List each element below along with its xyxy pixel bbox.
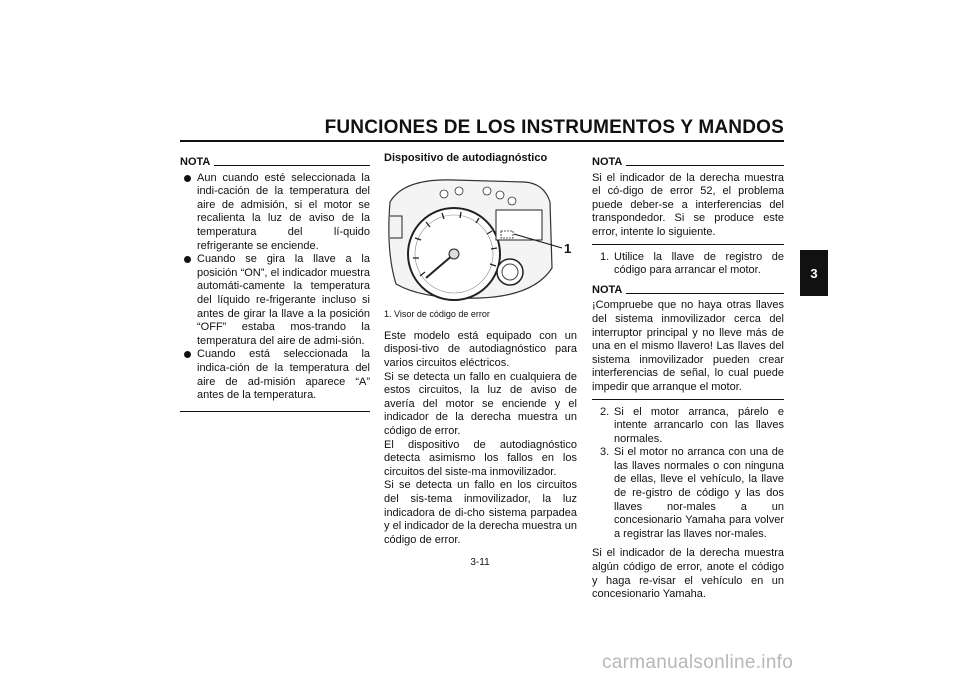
nota-header xyxy=(592,284,784,298)
bullet-icon xyxy=(184,175,191,182)
nota-rule xyxy=(214,165,370,166)
figure-caption: 1. Visor de código de error xyxy=(384,309,490,320)
nota-label: NOTA xyxy=(592,283,623,296)
nota-end-rule xyxy=(592,244,784,245)
step-list xyxy=(592,251,784,278)
nota-end-rule xyxy=(180,411,370,412)
nota-text: Si el indicador de la derecha muestra el có-digo de error 52, el problema puede deber-se a interferencias del transpondedor. Si se produce este error, intente lo siguiente. xyxy=(592,171,784,238)
watermark: carmanualsonline.info xyxy=(602,652,794,673)
callout-number: 1 xyxy=(564,240,572,256)
step-number: 1. xyxy=(600,250,610,263)
list-item xyxy=(592,251,784,278)
instrument-cluster-illustration xyxy=(384,172,572,302)
step-text: Utilice la llave de registro de código para arrancar el motor. xyxy=(614,250,784,277)
step-number: 2. xyxy=(600,405,610,418)
nota-rule xyxy=(626,293,784,294)
paragraph: Si el indicador de la derecha muestra algún código de error, anote el código y haga re-visar el vehículo en un concesionario Yamaha. xyxy=(592,547,784,601)
bullet-list xyxy=(180,172,370,403)
right-column xyxy=(592,156,784,602)
list-item xyxy=(180,172,370,254)
step-text: Si el motor arranca, párelo e intente arrancarlo con las llaves normales. xyxy=(614,405,784,445)
nota-label: NOTA xyxy=(180,156,211,168)
nota-header xyxy=(180,156,370,170)
nota-end-rule xyxy=(592,399,784,400)
paragraph: Este modelo está equipado con un disposi-tivo de autodiagnóstico para varios circuitos eléctricos. xyxy=(384,329,577,369)
bullet-icon xyxy=(184,256,191,263)
page-title: FUNCIONES DE LOS INSTRUMENTOS Y MANDOS xyxy=(324,117,784,138)
paragraph: El dispositivo de autodiagnóstico detecta asimismo los fallos en los circuitos del siste-ma inmovilizador. xyxy=(384,438,577,478)
list-item xyxy=(180,348,370,402)
paragraph: Si se detecta un fallo en los circuitos del sis-tema inmovilizador, la luz indicadora de di-cho sistema parpadea y el indicador de la derecha muestra un código de error. xyxy=(384,479,577,546)
list-item xyxy=(180,253,370,348)
step-list xyxy=(592,406,784,542)
step-number: 3. xyxy=(600,446,610,459)
nota-header xyxy=(592,156,784,170)
step-text: Si el motor no arranca con una de las llaves normales o con ninguna de ellas, lleve el vehículo, la llave de re-gistro de código y las dos llaves nor-males a un concesionario Yamaha para volver a registrar las llaves nor-males. xyxy=(614,446,784,540)
section-heading: Dispositivo de autodiagnóstico xyxy=(384,152,548,164)
title-rule xyxy=(180,140,784,142)
middle-column xyxy=(384,152,577,547)
bullet-text: Cuando se gira la llave a la posición “ON”, el indicador muestra automáti-camente la temperatura del líquido re-frigerante incluso si antes de girar la llave a la posición “OFF” estaba mos-trando la temperatura del aire de admi-sión. xyxy=(197,253,370,347)
bullet-text: Aun cuando esté seleccionada la indi-cación de la temperatura del aire de admisión, si el motor se recalienta la luz de aviso de la temperatura del lí-quido refrigerante se enciende. xyxy=(197,171,370,252)
nota-label: NOTA xyxy=(592,156,623,168)
list-item xyxy=(592,406,784,447)
paragraph: Si se detecta un fallo en cualquiera de estos circuitos, la luz de aviso de avería del motor se enciende y el indicador de la derecha muestra un código de error. xyxy=(384,370,577,437)
left-column xyxy=(180,156,370,412)
bullet-text: Cuando está seleccionada la indica-ción de la temperatura del aire de ad-misión aparece “A” antes de la temperatura. xyxy=(197,348,370,402)
nota-rule xyxy=(626,165,784,166)
chapter-tab: 3 xyxy=(800,250,828,296)
page-number: 3-11 xyxy=(470,557,490,568)
bullet-icon xyxy=(184,351,191,358)
list-item xyxy=(592,446,784,541)
nota-text: ¡Compruebe que no haya otras llaves del sistema inmovilizador cerca del interruptor principal y no lleve más de una en el mismo llavero! Las llaves del sistema inmovilizador pueden crear interferencias de señal, lo cual puede impedir que arranque el motor. xyxy=(592,299,784,393)
